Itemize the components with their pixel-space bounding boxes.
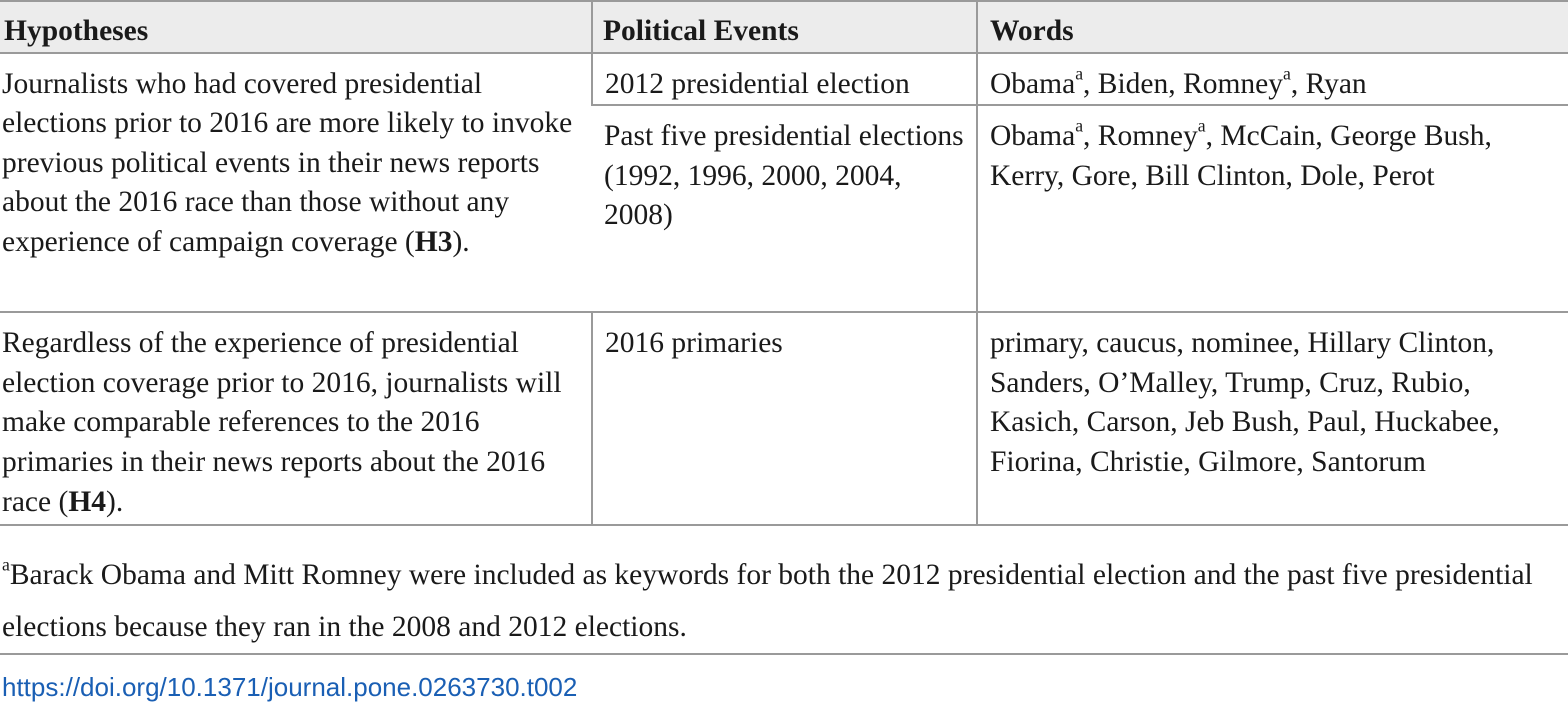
footnote-marker: a	[1075, 115, 1084, 136]
event-cell: Past five presidential elections (1992, 1996, 2000, 2004, 2008)	[592, 105, 977, 312]
words-text: , Ryan	[1290, 67, 1367, 100]
event-cell: 2012 presidential election	[592, 53, 977, 106]
hypothesis-h4-tag: H4	[68, 485, 107, 518]
footnote-marker: a	[1075, 63, 1084, 84]
header-hypotheses: Hypotheses	[0, 1, 592, 53]
words-text: , McCain, George Bush, Kerry, Gore, Bill Clinton, Dole, Perot	[990, 120, 1492, 192]
words-text: , Romney	[1083, 120, 1198, 153]
divider	[0, 653, 1568, 655]
hypothesis-h4-cell	[0, 312, 592, 525]
footnote-marker: a	[2, 554, 10, 575]
table-row	[0, 312, 1568, 525]
words-text: primary, caucus, nominee, Hillary Clinton, Sanders, O’Malley, Trump, Cruz, Rubio, Kasich, Carson, Jeb Bush, Paul, Huckabee, Fiorina, Christie, Gilmore, Santorum	[990, 327, 1500, 478]
table-footnote	[2, 549, 1568, 653]
words-text: , Biden, Romney	[1083, 67, 1283, 100]
hypothesis-h3-cell	[0, 53, 592, 313]
footnote-text: Barack Obama and Mitt Romney were included as keywords for both the 2012 presidential election and the past five presidential elections because they ran in the 2008 and 2012 elections.	[2, 559, 1533, 643]
words-cell	[977, 53, 1568, 106]
hypothesis-h3-tag: H3	[414, 225, 453, 258]
hypothesis-h3-text: Journalists who had covered presidential elections prior to 2016 are more likely to invoke previous political events in their news reports about the 2016 race than those without any experience of campaign coverage (	[2, 67, 573, 258]
hypothesis-h3-end: ).	[452, 225, 470, 258]
footnote-marker: a	[1197, 115, 1206, 136]
table-row	[0, 53, 1568, 106]
words-text: Obama	[990, 67, 1076, 100]
doi-link[interactable]: https://doi.org/10.1371/journal.pone.0263730.t002	[2, 672, 578, 702]
footnote-marker: a	[1282, 63, 1291, 84]
words-cell	[977, 105, 1568, 312]
words-cell	[977, 312, 1568, 525]
words-text: Obama	[990, 120, 1076, 153]
hypothesis-h4-text: Regardless of the experience of presidential election coverage prior to 2016, journalists will make comparable references to the 2016 primaries in their news reports about the 2016 race (	[2, 327, 562, 518]
hypothesis-h4-end: ).	[106, 485, 124, 518]
event-cell: 2016 primaries	[592, 312, 977, 525]
table-header-row	[0, 1, 1568, 53]
header-words: Words	[977, 1, 1568, 53]
header-political-events: Political Events	[592, 1, 977, 53]
